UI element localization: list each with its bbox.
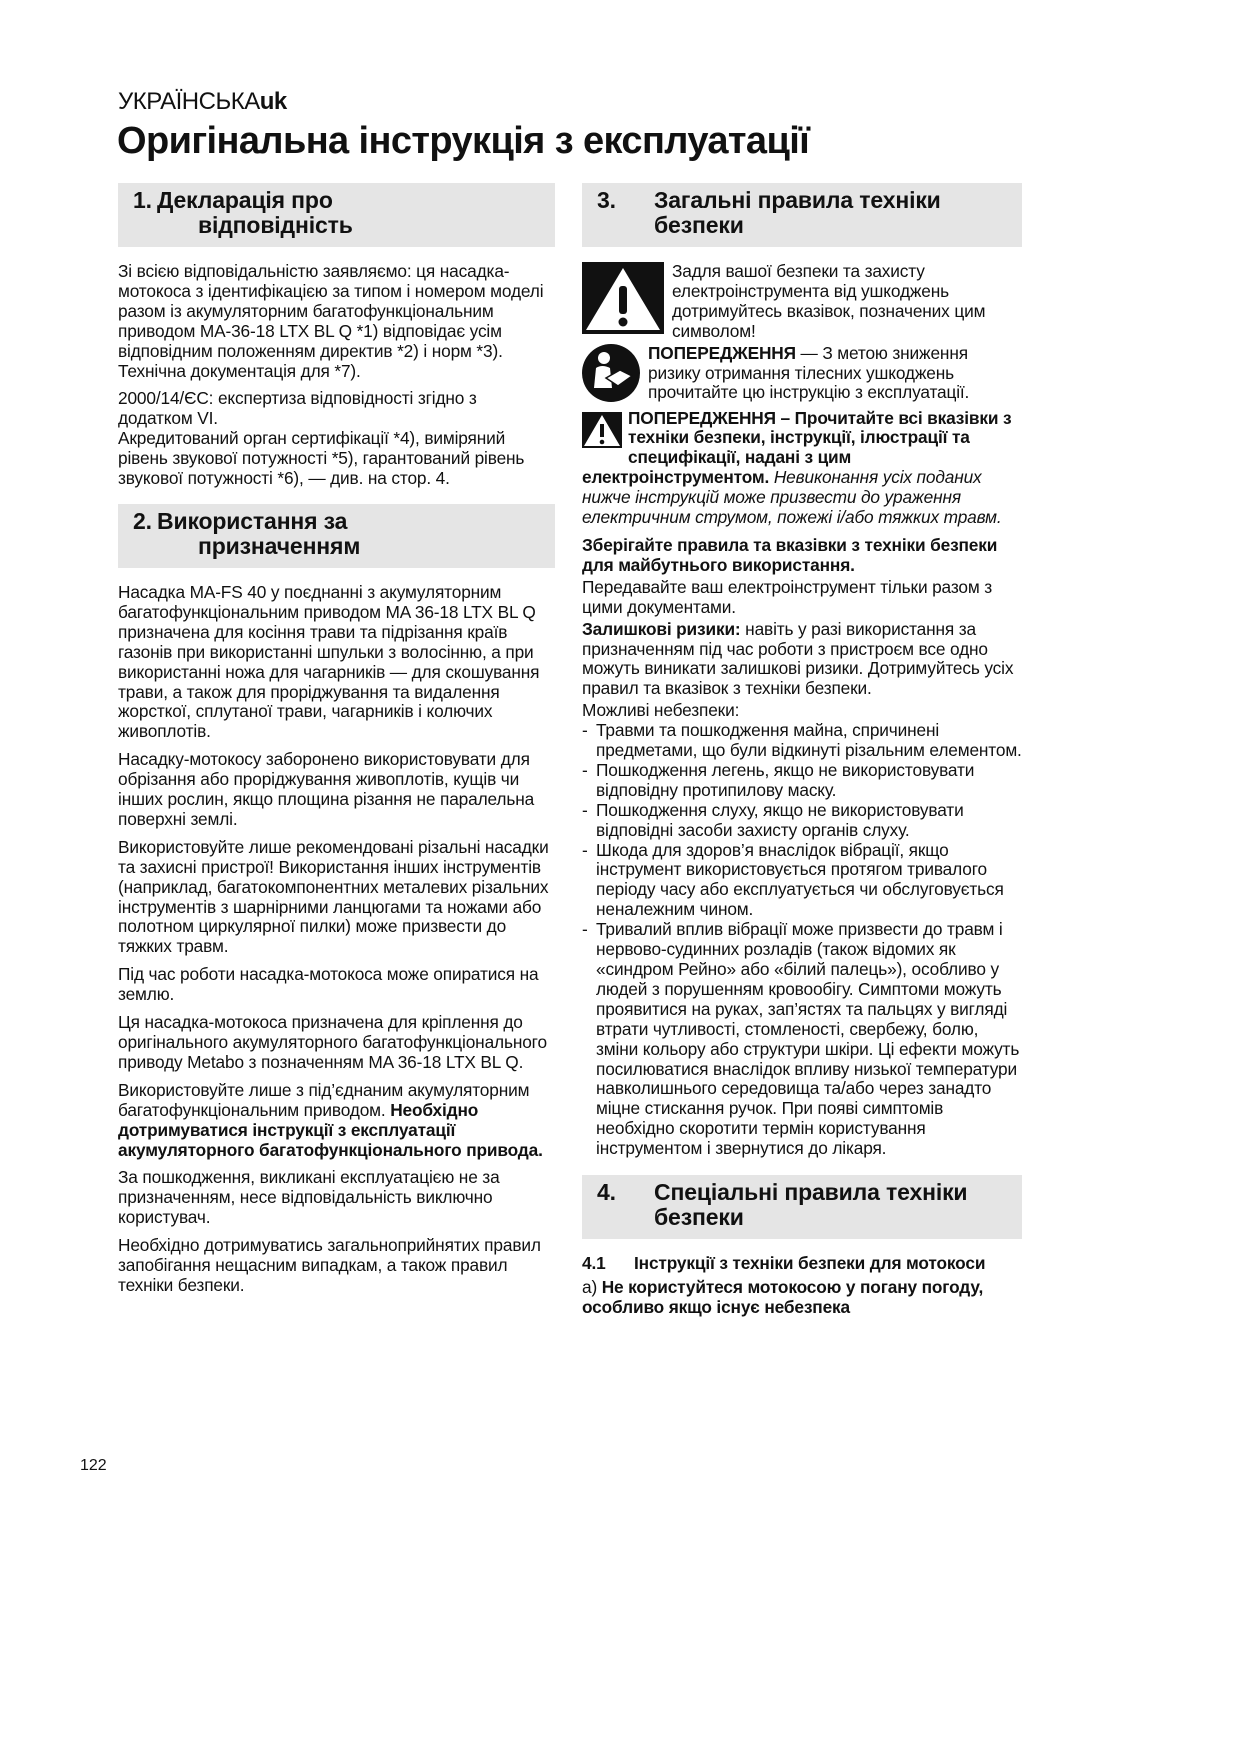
paragraph: Передавайте ваш електроінструмент тільки разом з цими документами. [582,576,993,617]
paragraph: Зі всією відповідальністю заявляємо: ця насадка-мотокоса з ідентифікацією за типом і номером моделі разом із акумуляторним багатофункціональним приводом MA-36-18 LTX BL Q *1) відповідає усім відповідним положенням директив *2) і норм *3). Технічна документація для *7). [118,261,544,381]
warning-triangle-small-icon [582,412,622,453]
language-label: УКРАЇНСЬКАuk [118,88,287,115]
read-manual-icon [582,344,640,407]
section-1-heading: 1. Декларація про відповідність [118,183,555,247]
paragraph: Можливі небезпеки: [582,700,740,721]
paragraph: За пошкодження, викликані експлуатацією не за призначенням, несе відповідальність виключно користувач. [118,1167,500,1228]
list-item: - Пошкодження слуху, якщо не використовувати відповідні засоби захисту органів слуху. [582,799,964,840]
paragraph: Акредитований орган сертифікації *4), виміряний рівень звукової потужності *5), гарантований рівень звукової потужності *6), — див. на стор. 4. [118,428,525,489]
paragraph: Задля вашої безпеки та захисту електроінструмента від ушкоджень дотримуйтесь вказівок, позначених цим символом! [672,261,986,341]
section-3-heading: 3. Загальні правила техніки безпеки [582,183,1022,247]
paragraph: Зберігайте правила та вказівки з техніки безпеки для майбутнього використання. [582,534,998,575]
paragraph: а) Не користуйтеся мотокосою у погану погоду, особливо якщо існує небезпека [582,1276,984,1317]
paragraph: Необхідно дотримуватись загальноприйнятих правил запобігання нещасним випадкам, а також правил техніки безпеки. [118,1235,541,1295]
paragraph: Насадка MA-FS 40 у поєднанні з акумуляторним багатофункціональним приводом MA 36-18 LTX BL Q призначена для косіння трави та підрізання країв газонів при використанні шпульки з волосінню, а при використанні ножа для чагарників — для скошування трави, а також для проріджування та видалення жорсткої, сплутаної трави, чагарників і колючих живоплотів. [118,581,540,742]
paragraph: 2000/14/ЄС: експертиза відповідності згідно з додатком VI. [118,388,477,429]
right-column [582,183,1022,1326]
paragraph: Ця насадка-мотокоса призначена для кріплення до оригінального акумуляторного багатофункціонального приводу Metabo з позначенням MA 36-18 LTX BL Q. [118,1012,547,1072]
paragraph: ПОПЕРЕДЖЕННЯ – Прочитайте всі вказівки з техніки безпеки, інструкції, ілюстрації та специфікації, надані з цим електроінструментом. Невиконання усіх поданих нижче інструкцій може призвести до ураження електричним струмом, пожежі і/або тяжких травм. [582,407,1012,528]
left-column [118,183,555,1304]
page-number: 122 [80,1457,107,1474]
subsection-4-1-heading: 4.1 Інструкції з техніки безпеки для мотокоси [582,1253,986,1274]
paragraph: Насадку-мотокосу заборонено використовувати для обрізання або проріджування живоплотів, кущів чи інших рослин, якщо площина різання не паралельна поверхні землі. [118,749,535,829]
paragraph: Використовуйте лише з під’єднаним акумуляторним багатофункціональним приводом. Необхідно дотримуватися інструкції з експлуатації акумуляторного багатофункціонального привода. [118,1079,543,1160]
list-item: - Тривалий вплив вібрації може призвести до травм і нервово-судинних розладів (також відомих як «синдром Рейно» або «білий палець»), особливо у людей з порушенням кровообігу. Симптоми можуть проявитися на руках, зап’ястях та пальцях у вигляді втрати чутливості, стомленості, свербежу, болю, зміни кольору або структури шкіри. Ці ефекти можуть посилюватися внаслідок впливу низької температури навколишнього середовища та/або через занадто міцне стискання ручок. При появі симптомів необхідно скоротити термін користування інструментом і звернутися до лікаря. [582,919,1020,1159]
paragraph: ПОПЕРЕДЖЕННЯ — З метою зниження ризику отримання тілесних ушкоджень прочитайте цю інструкцію з експлуатації. [648,342,970,403]
paragraph: Під час роботи насадка-мотокоса може опиратися на землю. [118,964,539,1005]
warning-triangle-icon [582,262,664,342]
section-2-heading: 2. Використання за призначенням [118,504,555,568]
paragraph: Залишкові ризики: навіть у разі використання за призначенням під час роботи з пристроєм все одно можуть виникати залишкові ризики. Дотримуйтесь усіх правил та вказівок з техніки безпеки. [582,618,1014,699]
paragraph: Використовуйте лише рекомендовані різальні насадки та захисні пристрої! Використання інших інструментів (наприклад, багатокомпонентних металевих різальних інструментів з шарнірними ланцюгами та ножами або полотном циркулярної пилки) може призвести до тяжких травм. [118,836,549,957]
page-title: Оригінальна інструкція з експлуатації [117,120,810,162]
section-4-heading: 4. Спеціальні правила техніки безпеки [582,1175,1022,1239]
list-item: - Шкода для здоров’я внаслідок вібрації, якщо інструмент використовується протягом тривалого періоду часу або експлуатується чи обслуговується неналежним чином. [582,839,1004,920]
list-item: - Травми та пошкодження майна, спричинені предметами, що були відкинуті різальним елементом. [582,720,1022,761]
list-item: - Пошкодження легень, якщо не використовувати відповідну протипилову маску. [582,759,975,800]
